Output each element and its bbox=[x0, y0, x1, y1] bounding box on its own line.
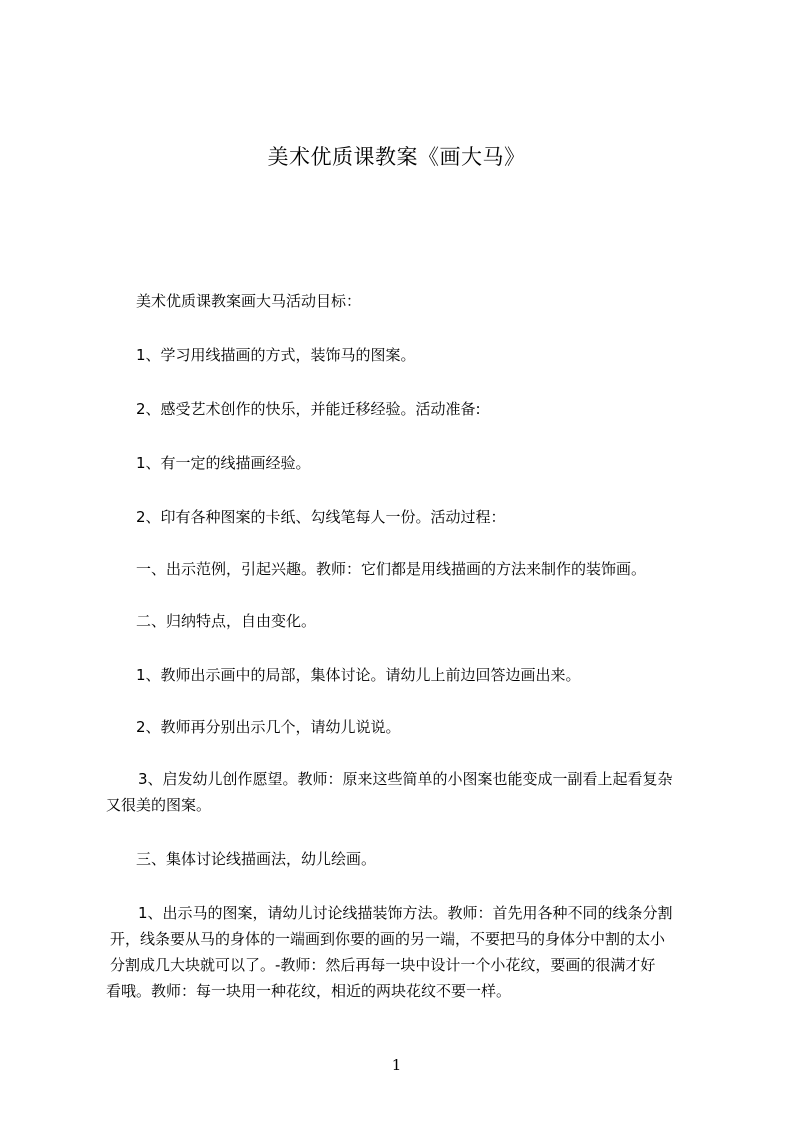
paragraph-step-3: 三、集体讨论线描画法，幼儿绘画。 bbox=[136, 850, 377, 868]
paragraph-objective-1: 1、学习用线描画的方式，装饰马的图案。 bbox=[136, 346, 416, 364]
paragraph-preparation-1: 1、有一定的线描画经验。 bbox=[136, 454, 311, 472]
paragraph-line: 1、出示马的图案，请幼儿讨论线描装饰方法。教师：首先用各种不同的线条分割 bbox=[138, 904, 673, 922]
paragraph-step-3-item-1 bbox=[106, 900, 673, 1004]
paragraph-preparation-2: 2、印有各种图案的卡纸、勾线笔每人一份。活动过程： bbox=[136, 508, 506, 526]
document-title: 美术优质课教案《画大马》 bbox=[267, 145, 526, 169]
paragraph-line: 3、启发幼儿创作愿望。教师：原来这些简单的小图案也能变成一副看上起看复杂 bbox=[138, 770, 673, 788]
paragraph-step-2-item-1: 1、教师出示画中的局部，集体讨论。请幼儿上前边回答边画出来。 bbox=[136, 666, 581, 684]
paragraph-step-2: 二、归纳特点，自由变化。 bbox=[136, 612, 317, 630]
paragraph-objective-2: 2、感受艺术创作的快乐，并能迁移经验。活动准备: bbox=[136, 400, 481, 418]
page-number: 1 bbox=[391, 1056, 402, 1074]
paragraph-line: 看哦。教师：每一块用一种花纹，相近的两块花纹不要一样。 bbox=[106, 982, 512, 1000]
paragraph-step-2-item-2: 2、教师再分别出示几个，请幼儿说说。 bbox=[136, 718, 401, 736]
paragraph-line: 分割成几大块就可以了。-教师：然后再每一块中设计一个小花纹，要画的很满才好 bbox=[110, 956, 656, 974]
paragraph-step-2-item-3 bbox=[106, 766, 673, 818]
paragraph-line: 又很美的图案。 bbox=[106, 796, 212, 814]
paragraph-step-1: 一、出示范例，引起兴趣。教师：它们都是用线描画的方法来制作的装饰画。 bbox=[136, 560, 647, 578]
paragraph-line: 开，线条要从马的身体的一端画到你要的画的另一端，不要把马的身体分中割的太小 bbox=[110, 930, 666, 948]
paragraph-objectives-heading: 美术优质课教案画大马活动目标： bbox=[136, 292, 362, 310]
